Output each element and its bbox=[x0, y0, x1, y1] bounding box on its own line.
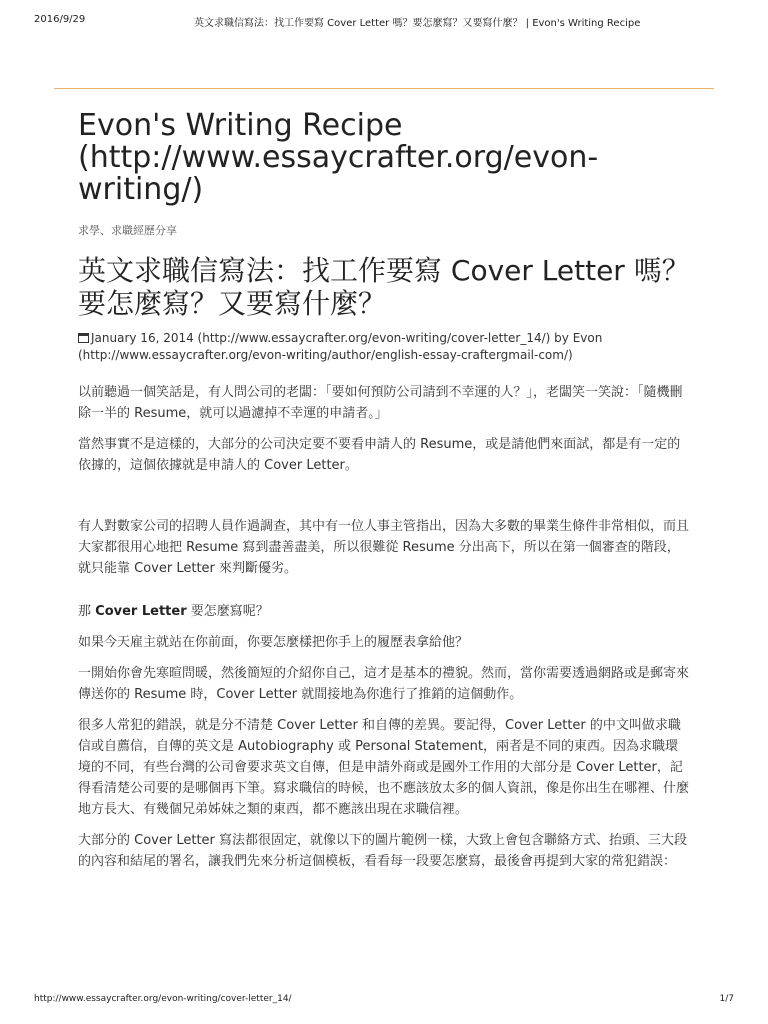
paragraph: 大部分的 Cover Letter 寫法都很固定，就像以下的圖片範例一樣，大致上會包含聯絡方式、抬頭、三大段的內容和結尾的署名，讓我們先來分析這個模板，看看每一段要怎麼寫，最後會再提到大家的常犯錯誤： bbox=[78, 833, 688, 869]
category-link[interactable]: 求學、求職經歷分享 bbox=[78, 224, 177, 237]
print-date: 2016/9/29 bbox=[34, 14, 86, 25]
print-header bbox=[34, 14, 734, 30]
post-meta bbox=[78, 330, 698, 364]
paragraph: 很多人常犯的錯誤，就是分不清楚 Cover Letter 和自傳的差異。要記得，Cover Letter 的中文叫做求職信或自薦信，自傳的英文是 Autobiography 或 Personal Statement，兩者是不同的東西。因為求職環境的不同，有些台灣的公司會要求英文自傳，但是申請外商或是國外工作用的大部分是 Cover Letter，記得看清楚公司要的是哪個再下筆。寫求職信的時候，也不應該放太多的個人資訊，像是你出生在哪裡、什麼地方長大、有幾個兄弟姊妹之類的東西，都不應該出現在求職信裡。 bbox=[78, 718, 690, 817]
section-heading bbox=[78, 601, 690, 622]
paragraph: 有人對數家公司的招聘人員作過調查，其中有一位人事主管指出，因為大多數的畢業生條件非常相似，而且大家都很用心地把 Resume 寫到盡善盡美，所以很難從 Resume 分出高下，所以在第一個審查的階段，就只能靠 Cover Letter 來判斷優劣。 bbox=[78, 519, 690, 576]
calendar-icon bbox=[78, 333, 89, 343]
paragraph: 當然事實不是這樣的，大部分的公司決定要不要看申請人的 Resume，或是請他們來面試，都是有一定的依據的，這個依據就是申請人的 Cover Letter。 bbox=[78, 437, 681, 473]
print-doc-title: 英文求職信寫法：找工作要寫 Cover Letter 嗎？要怎麼寫？又要寫什麼？ | Evon's Writing Recipe bbox=[194, 18, 641, 29]
heading-prefix: 那 bbox=[78, 604, 92, 619]
header-divider bbox=[54, 88, 714, 89]
post-meta-text[interactable]: January 16, 2014 (http://www.essaycrafter.org/evon-writing/cover-letter_14/) by Evon (http://www.essaycrafter.org/evon-writing/author/english-essay-craftergmail-com/) bbox=[78, 331, 603, 362]
paragraph: 如果今天雇主就站在你前面，你要怎麼樣把你手上的履歷表拿給他？ bbox=[78, 635, 469, 650]
paragraph: 一開始你會先寒暄問暖，然後簡短的介紹你自己，這才是基本的禮貌。然而，當你需要透過網路或是郵寄來傳送你的 Resume 時，Cover Letter 就間接地為你進行了推銷的這個動作。 bbox=[78, 666, 690, 702]
print-url: http://www.essaycrafter.org/evon-writing/cover-letter_14/ bbox=[34, 994, 292, 1004]
post-content bbox=[78, 382, 690, 882]
heading-suffix: 要怎麼寫呢？ bbox=[190, 604, 269, 619]
paragraph: 以前聽過一個笑話是，有人問公司的老闆：「要如何預防公司請到不幸運的人？」，老闆笑一笑說：「隨機刪除一半的 Resume，就可以過濾掉不幸運的申請者。」 bbox=[78, 385, 683, 421]
heading-bold: Cover Letter bbox=[95, 604, 187, 619]
post-title: 英文求職信寫法：找工作要寫 Cover Letter 嗎？要怎麼寫？又要寫什麼？ bbox=[78, 254, 690, 320]
page-number: 1/7 bbox=[719, 994, 734, 1004]
site-title-link[interactable]: Evon's Writing Recipe (http://www.essaycrafter.org/evon-writing/) bbox=[78, 108, 599, 207]
